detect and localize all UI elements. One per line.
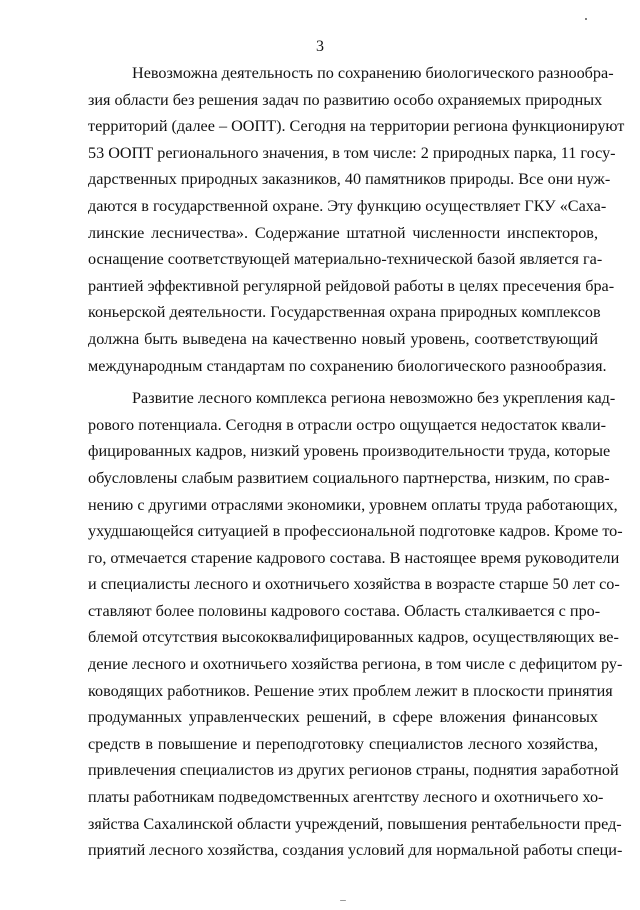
- paragraph-1-line: должна быть выведена на качественно новый уровень, соответствующий: [88, 329, 598, 348]
- paragraph-2-line: го, отмечается старение кадрового состава. В настоящее время руководители: [88, 548, 620, 567]
- paragraph-1-line: линские лесничества». Содержание штатной численности инспекторов,: [88, 223, 598, 242]
- paragraph-2-line: зяйства Сахалинской области учреждений, повышения рентабельности пред-: [88, 814, 622, 833]
- paragraph-2-line: платы работникам подведомственных агентству лесного и охотничьего хо-: [88, 788, 604, 807]
- body-text: [88, 60, 625, 864]
- paragraph-2-line: блемой отсутствия высококвалифицированных кадров, осуществляющих ве-: [88, 628, 619, 647]
- paragraph-2-line: рового потенциала. Сегодня в отрасли остро ощущается недостаток квали-: [88, 415, 607, 434]
- paragraph-2-line: и специалисты лесного и охотничьего хозяйства в возрасте старше 50 лет со-: [88, 575, 620, 594]
- paragraph-2-line: ухудшающейся ситуацией в профессиональной подготовке кадров. Кроме то-: [88, 522, 623, 541]
- paragraph-1-line: оснащение соответствующей материально-технической базой является га-: [88, 250, 603, 269]
- paragraph-2-line: Развитие лесного комплекса региона невозможно без укрепления кад-: [132, 389, 616, 408]
- page-number: 3: [316, 38, 324, 55]
- paragraph-2-line: фицированных кадров, низкий уровень производительности труда, которые: [88, 442, 611, 461]
- paragraph-2-line: обусловлены слабым развитием социального партнерства, низким, по срав-: [88, 468, 610, 487]
- paragraph-1-line: рантией эффективной регулярной рейдовой работы в целях пресечения бра-: [88, 276, 615, 295]
- paragraph-2-line: приятий лесного хозяйства, создания условий для нормальной работы специ-: [88, 841, 623, 860]
- paragraph-1-line: даются в государственной охране. Эту функцию осуществляет ГКУ «Саха-: [88, 196, 607, 215]
- paragraph-2-line: нению с другими отраслями экономики, уровнем оплаты труда работающих,: [88, 495, 618, 514]
- paragraph-1-line: зия области без решения задач по развитию особо охраняемых природных: [88, 90, 603, 109]
- paragraph-2-line: дение лесного и охотничьего хозяйства региона, в том числе с дефицитом ру-: [88, 655, 623, 674]
- paragraph-1-line: международным стандартам по сохранению биологического разнообразия.: [88, 356, 607, 375]
- paragraph-1-line: коньерской деятельности. Государственная охрана природных комплексов: [88, 303, 601, 322]
- paragraph-2-line: продуманных управленческих решений, в сфере вложения финансовых: [88, 708, 598, 727]
- paragraph-2-line: привлечения специалистов из других регионов страны, поднятия заработной: [88, 761, 619, 780]
- paragraph-1-line: территорий (далее – ООПТ). Сегодня на территории региона функционируют: [88, 117, 625, 136]
- paragraph-1-line: дарственных природных заказников, 40 памятников природы. Все они нуж-: [88, 170, 611, 189]
- scan-speck: [585, 18, 587, 20]
- scan-speck: [340, 900, 346, 901]
- paragraph-2-line: ководящих работников. Решение этих проблем лежит в плоскости принятия: [88, 681, 613, 700]
- paragraph-1-line: 53 ООПТ регионального значения, в том числе: 2 природных парка, 11 госу-: [88, 143, 616, 162]
- paragraph-2-line: ставляют более половины кадрового состава. Область сталкивается с про-: [88, 601, 601, 620]
- paragraph-1-line: Невозможна деятельность по сохранению биологического разнообра-: [132, 64, 614, 82]
- paragraph-2-line: средств в повышение и переподготовку специалистов лесного хозяйства,: [88, 734, 598, 753]
